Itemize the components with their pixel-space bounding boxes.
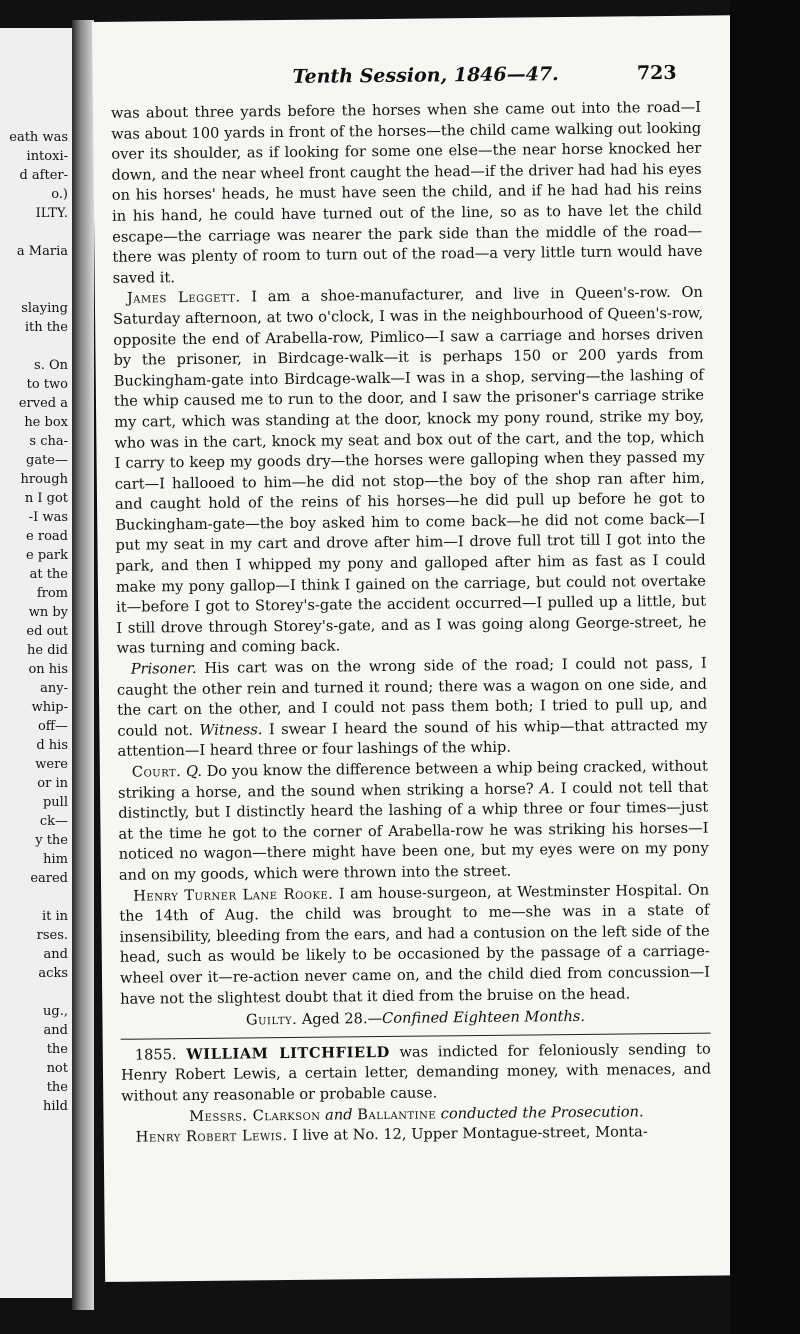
left-page-line: s cha- [29, 434, 68, 449]
defendant-name: WILLIAM LITCHFIELD [186, 1043, 390, 1063]
left-page-line: intoxi- [26, 149, 68, 164]
left-page-line [0, 223, 72, 242]
question-text: Do you know the difference between a whip being cracked, without striking a horse, and the sound when striking a horse? [117, 757, 708, 802]
left-page-line: ug., [43, 1004, 68, 1019]
left-page-line [0, 888, 72, 907]
left-page-line: hild [42, 1099, 68, 1114]
left-page-line: slaying [21, 301, 68, 316]
left-page-line [0, 261, 72, 280]
verdict-sentence: Confined Eighteen Months. [382, 1008, 586, 1028]
page-number: 723 [636, 61, 677, 85]
case-entry [121, 1039, 712, 1107]
left-page-line: he box [24, 415, 68, 430]
prisoner-statement [117, 654, 708, 763]
left-page-line: at the [29, 567, 68, 582]
answer-text: I could not tell that distinctly, but I distinctly heard the lashing of a whip three or four times—just at the time he got to the corner of Arabella-row he was striking his horses—I noticed no wagon—there might have been one, but my eyes were on my pony and on my goods, which were thrown into the street. [118, 778, 709, 884]
left-page-line: wn by [28, 605, 68, 620]
statement-text: His cart was on the wrong side of the road; I could not pass, I caught the other rein and turned it round; there was a wagon on one side, and the cart on the other, and I could not pass them both; I tried to pull up, and could not. [116, 654, 708, 740]
left-page-line: e road [26, 529, 68, 544]
speaker-label: Witness. [199, 721, 263, 739]
left-page-line: rses. [36, 928, 68, 943]
left-page-line: d after- [19, 168, 68, 183]
answer-marker: A. [539, 779, 555, 797]
left-page-line: -I was [28, 510, 68, 525]
testimony-paragraph: was about three yards before the horses when she came out into the road—I was about 100 yards in front of the horses—the child came walking out looking over its shoulder, as if looking for some one else—the near horse knocked her down, and the near wheel front caught the head—if the driver had had his eyes on his horses' heads, he must have seen the child, and if he had had his reins in his hand, he could have turned out of the line, so as to have let the child escape—the carriage was nearer the park side than the middle of the road—there was plenty of room to turn out of the road—a very little turn would have saved it. [110, 98, 703, 287]
witness-name: James Leggett. [126, 288, 241, 307]
left-page-line: on his [28, 662, 68, 677]
left-page-line: eath was [9, 130, 68, 145]
left-page-line [0, 983, 72, 1002]
verdict-age: Aged 28.— [301, 1010, 383, 1028]
left-page-line: the [46, 1042, 68, 1057]
book-gutter [72, 20, 94, 1310]
left-page-line [0, 337, 72, 356]
left-page-line: y the [35, 833, 68, 848]
testimony-text: I am a shoe-manufacturer, and live in Queen's-row. On Saturday afternoon, at two o'clock, I was in the neighbourhood of Queen's-row, opposite the end of Arabella-row, Pimlico—I saw a carriage and horses driven by the prisoner, in Birdcage-walk—it is perhaps 150 or 200 yards from Buckingham-gate into Birdcage-walk—I was in a shop, serving—the lashing of the whip caused me to run to the door, and I saw the prisoner's carriage strike my cart, which was standing at the door, knock my pony round, strike my boy, who was in the cart, knock my seat and box out of the cart, and the top, which I carry to keep my goods dry—the horses were galloping when they passed my cart—I hallooed to him—he did not stop—the boy of the shop ran after him, and caught hold of the reins of his horses—he did pull up before he got to Buckingham-gate—the boy asked him to come back—he did not come back—I put my seat in my cart and drove after him—I drove full trot till I got into the park, and then I whipped my pony and galloped after him as fast as I could make my pony gallop—I think I gained on the carriage, but could not overtake it—before I got to Storey's-gate the accident occurred—I pulled up a little, but I still drove through Storey's-gate, and as I was going along George-street, he was turning and coming back. [113, 283, 707, 658]
speaker-label: Prisoner. [130, 659, 197, 678]
left-page-line: not [46, 1061, 68, 1076]
left-page-line: hrough [20, 472, 68, 487]
left-page-line: acks [38, 966, 68, 981]
witness-testimony [119, 880, 710, 1010]
left-page-line: and [43, 947, 68, 962]
left-page-line: s. On [34, 358, 68, 373]
counsel-name: Messrs. Clarkson [189, 1106, 321, 1125]
left-page-line [0, 280, 72, 299]
page-body [111, 98, 712, 1149]
running-title: Tenth Session, 1846—47. [292, 63, 559, 88]
testimony-text: I am house-surgeon, at Westminster Hospital. On the 14th of Aug. the child was brought to me—she was in a state of insensibility, bleeding from the ears, and had a contusion on the left side of the head, such as would be likely to be occasioned by the passage of a carriage-wheel over it—re-action never came on, and the child died from concussion—I have not the slightest doubt that it died from the bruise on the head. [119, 881, 711, 1008]
left-page-line: him [43, 852, 68, 867]
left-page-line: pull [42, 795, 68, 810]
counsel-conjunction: and [325, 1105, 353, 1124]
left-page-line: any- [40, 681, 68, 696]
statement-text: I swear I heard the sound of his whip—that attracted my attention—I heard three or four lashings of the whip. [117, 716, 708, 761]
left-page-line: from [36, 586, 68, 601]
page-header [92, 62, 692, 96]
left-page-line: were [35, 757, 68, 772]
left-page-line: gate— [26, 453, 68, 468]
left-page-line: o.) [51, 187, 68, 202]
witness-name: Henry Turner Lane Rooke. [133, 885, 334, 905]
indictment-text: was indicted for feloniously sending to Henry Robert Lewis, a certain letter, demanding money, with menaces, and without any reasonable or probable cause. [120, 1040, 712, 1105]
left-page-line: whip- [31, 700, 68, 715]
left-page-line: to two [26, 377, 68, 392]
left-page-line: it in [41, 909, 68, 924]
left-page-line: d his [36, 738, 68, 753]
counsel-name: Ballantine [357, 1104, 437, 1123]
left-page-line: off— [37, 719, 68, 734]
left-page-line: he did [27, 643, 68, 658]
question-marker: Q. [185, 762, 203, 781]
left-page-line: the [46, 1080, 68, 1095]
left-page-text [0, 128, 72, 1116]
left-page-line: and [43, 1023, 68, 1038]
speaker-label: Court. [131, 763, 182, 781]
case-number: 1855. [134, 1045, 177, 1064]
testimony-text: I live at No. 12, Upper Montague-street, Monta- [292, 1123, 648, 1145]
left-page-line: e park [26, 548, 68, 563]
verdict-guilty: Guilty. [245, 1011, 298, 1029]
left-page-line: erved a [18, 396, 68, 411]
left-page-line: ith the [24, 320, 68, 335]
section-divider [121, 1032, 711, 1039]
left-page-line: n I got [24, 491, 68, 506]
left-page-fragment [0, 28, 74, 1298]
verdict [120, 1006, 710, 1033]
left-page-line: ed out [26, 624, 68, 639]
right-page [92, 15, 745, 1282]
witness-name: Henry Robert Lewis. [135, 1127, 288, 1146]
left-page-line: or in [37, 776, 68, 791]
left-page-line: eared [30, 871, 68, 886]
left-page-line: ck— [39, 814, 68, 829]
left-page-line: ILTY. [35, 206, 68, 221]
court-question [118, 757, 709, 887]
scan-edge-shadow [730, 0, 800, 1334]
counsel-role: conducted the Prosecution. [440, 1102, 644, 1122]
witness-testimony [113, 283, 707, 660]
left-page-line: a Maria [16, 244, 68, 259]
